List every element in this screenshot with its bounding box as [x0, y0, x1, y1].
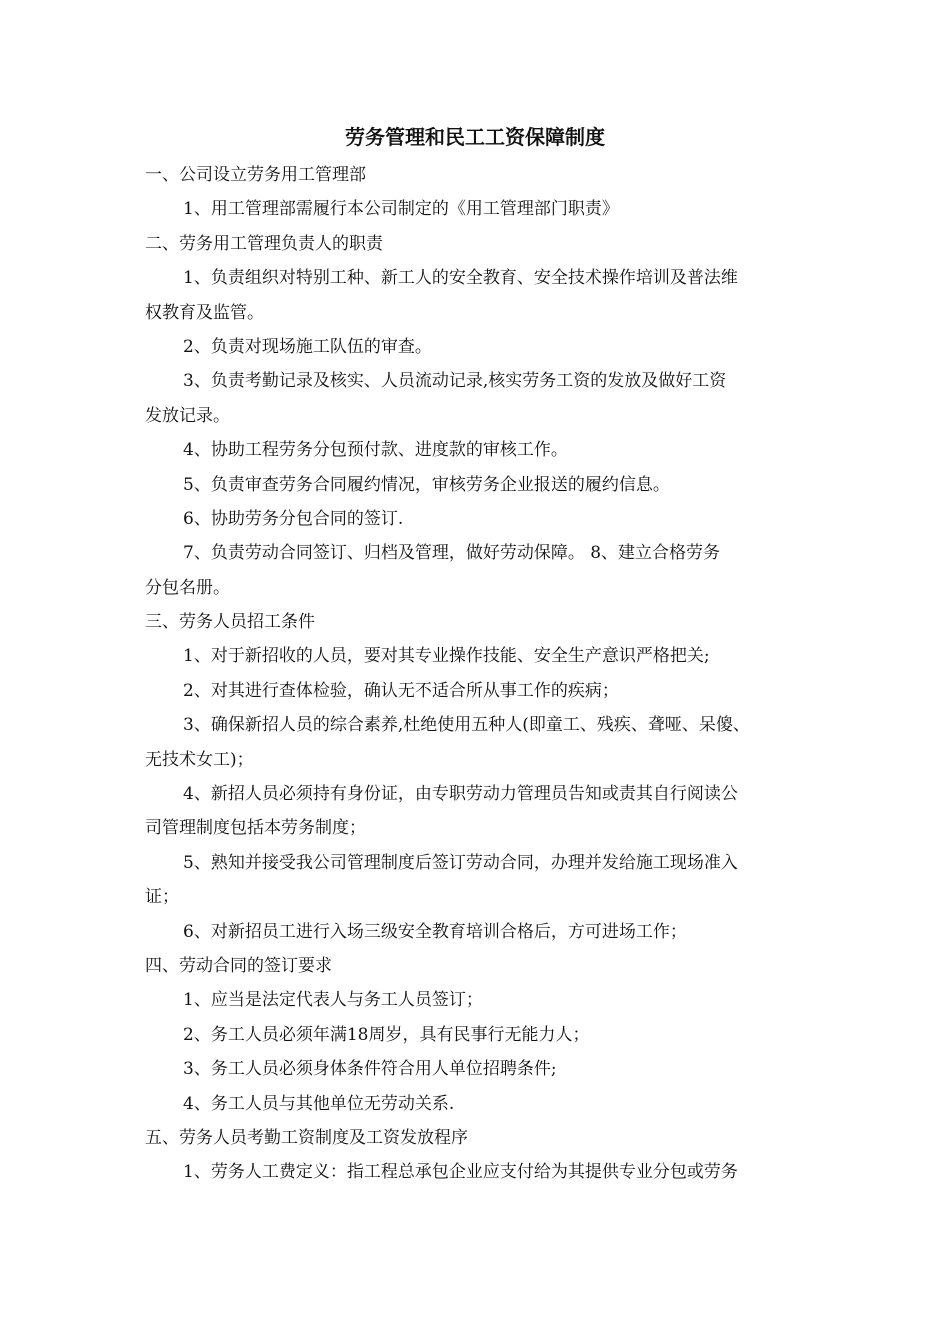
- document-title: 劳务管理和民工工资保障制度: [345, 125, 605, 149]
- paragraph-line-indented: 3、负责考勤记录及核实、人员流动记录,核实劳务工资的发放及做好工资: [183, 371, 727, 392]
- paragraph-line: 一、公司设立劳务用工管理部: [145, 165, 366, 185]
- paragraph-line: 发放记录。: [145, 405, 230, 426]
- paragraph-line-indented: 2、务工人员必须年满18周岁，具有民事行无能力人；: [183, 1024, 590, 1045]
- paragraph-line-indented: 4、务工人员与其他单位无劳动关系.: [183, 1093, 455, 1114]
- document-body: [145, 158, 825, 1190]
- paragraph-line-indented: 1、劳务人工费定义：指工程总承包企业应支付给为其提供专业分包或劳务: [183, 1162, 738, 1183]
- paragraph-line-indented: 7、负责劳动合同签订、归档及管理，做好劳动保障。 8、建立合格劳务: [183, 543, 721, 564]
- paragraph-line: 分包名册。: [145, 577, 230, 598]
- paragraph-line-indented: 1、对于新招收的人员，要对其专业操作技能、安全生产意识严格把关;: [183, 646, 710, 667]
- paragraph-line-indented: 6、对新招员工进行入场三级安全教育培训合格后，方可进场工作；: [183, 921, 687, 942]
- paragraph-line: 二、劳务用工管理负责人的职责: [145, 233, 383, 254]
- paragraph-line-indented: 3、确保新招人员的综合素养,杜绝使用五种人(即童工、残疾、聋哑、呆傻、: [183, 715, 750, 736]
- paragraph-line-indented: 4、协助工程劳务分包预付款、进度款的审核工作。: [183, 440, 568, 461]
- paragraph-line: 无技术女工)；: [145, 749, 254, 770]
- paragraph-line-indented: 3、务工人员必须身体条件符合用人单位招聘条件;: [183, 1059, 557, 1080]
- paragraph-line: 四、劳动合同的签订要求: [145, 955, 332, 976]
- paragraph-line-indented: 6、协助劳务分包合同的签订.: [183, 508, 404, 529]
- paragraph-line: 权教育及监管。: [145, 302, 264, 323]
- paragraph-line-indented: 4、新招人员必须持有身份证，由专职劳动力管理员告知或责其自行阅读公: [183, 784, 738, 805]
- paragraph-line-indented: 5、熟知并接受我公司管理制度后签订劳动合同，办理并发给施工现场准入: [183, 852, 738, 873]
- paragraph-line-indented: 1、应当是法定代表人与务工人员签订；: [183, 990, 483, 1011]
- paragraph-line: 司管理制度包括本劳务制度；: [145, 818, 366, 839]
- paragraph-line-indented: 2、负责对现场施工队伍的审查。: [183, 336, 432, 357]
- paragraph-line-indented: 5、负责审查劳务合同履约情况，审核劳务企业报送的履约信息。: [183, 474, 670, 495]
- paragraph-line-indented: 1、用工管理部需履行本公司制定的《用工管理部门职责》: [183, 199, 619, 220]
- paragraph-line-indented: 2、对其进行查体检验，确认无不适合所从事工作的疾病；: [183, 680, 619, 701]
- paragraph-line: 五、劳务人员考勤工资制度及工资发放程序: [145, 1127, 468, 1148]
- paragraph-line: 证；: [145, 887, 179, 908]
- paragraph-line-indented: 1、负责组织对特别工种、新工人的安全教育、安全技术操作培训及普法维: [183, 268, 738, 289]
- paragraph-line: 三、劳务人员招工条件: [145, 612, 315, 633]
